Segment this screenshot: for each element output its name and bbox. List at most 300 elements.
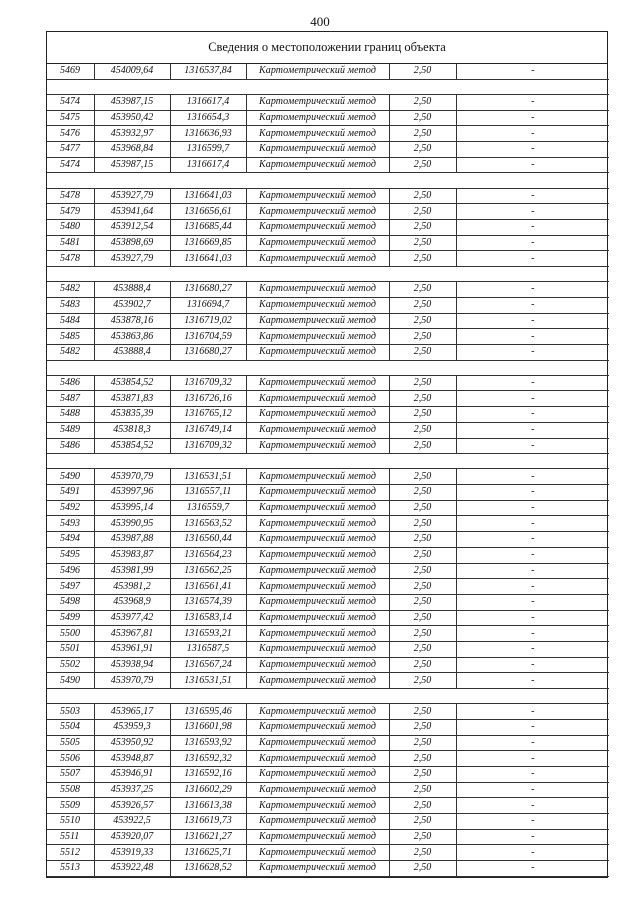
- table-row: [47, 673, 609, 689]
- accuracy-cell: 2,50: [389, 861, 456, 877]
- point-number-cell: 5469: [47, 64, 94, 79]
- method-cell: Картометрический метод: [246, 532, 389, 548]
- accuracy-cell: 2,50: [389, 94, 456, 110]
- table-row: [47, 798, 609, 814]
- group-separator-row: [47, 360, 609, 375]
- accuracy-cell: 2,50: [389, 829, 456, 845]
- y-coordinate-cell: 1316726,16: [170, 391, 246, 407]
- accuracy-cell: 2,50: [389, 282, 456, 298]
- accuracy-cell: 2,50: [389, 235, 456, 251]
- description-cell: -: [456, 344, 609, 360]
- x-coordinate-cell: 453950,92: [94, 735, 170, 751]
- x-coordinate-cell: 453888,4: [94, 282, 170, 298]
- accuracy-cell: 2,50: [389, 735, 456, 751]
- group-separator-row: [47, 689, 609, 704]
- method-cell: Картометрический метод: [246, 64, 389, 79]
- description-cell: -: [456, 500, 609, 516]
- description-cell: -: [456, 64, 609, 79]
- point-number-cell: 5486: [47, 438, 94, 454]
- point-number-cell: 5495: [47, 547, 94, 563]
- accuracy-cell: 2,50: [389, 719, 456, 735]
- table-row: [47, 547, 609, 563]
- accuracy-cell: 2,50: [389, 641, 456, 657]
- description-cell: -: [456, 126, 609, 142]
- description-cell: -: [456, 313, 609, 329]
- x-coordinate-cell: 453950,42: [94, 110, 170, 126]
- x-coordinate-cell: 453835,39: [94, 407, 170, 423]
- y-coordinate-cell: 1316617,4: [170, 157, 246, 173]
- description-cell: -: [456, 547, 609, 563]
- point-number-cell: 5485: [47, 329, 94, 345]
- accuracy-cell: 2,50: [389, 64, 456, 79]
- method-cell: Картометрический метод: [246, 641, 389, 657]
- y-coordinate-cell: 1316617,4: [170, 94, 246, 110]
- x-coordinate-cell: 454009,64: [94, 64, 170, 79]
- table-row: [47, 829, 609, 845]
- x-coordinate-cell: 453965,17: [94, 704, 170, 720]
- point-number-cell: 5474: [47, 94, 94, 110]
- x-coordinate-cell: 453926,57: [94, 798, 170, 814]
- x-coordinate-cell: 453990,95: [94, 516, 170, 532]
- accuracy-cell: 2,50: [389, 391, 456, 407]
- method-cell: Картометрический метод: [246, 469, 389, 485]
- method-cell: Картометрический метод: [246, 329, 389, 345]
- accuracy-cell: 2,50: [389, 141, 456, 157]
- accuracy-cell: 2,50: [389, 407, 456, 423]
- y-coordinate-cell: 1316619,73: [170, 814, 246, 830]
- table-row: [47, 610, 609, 626]
- method-cell: Картометрический метод: [246, 110, 389, 126]
- accuracy-cell: 2,50: [389, 469, 456, 485]
- table-row: [47, 344, 609, 360]
- x-coordinate-cell: 453941,64: [94, 204, 170, 220]
- table-row: [47, 204, 609, 220]
- x-coordinate-cell: 453871,83: [94, 391, 170, 407]
- y-coordinate-cell: 1316537,84: [170, 64, 246, 79]
- table-row: [47, 579, 609, 595]
- y-coordinate-cell: 1316562,25: [170, 563, 246, 579]
- y-coordinate-cell: 1316583,14: [170, 610, 246, 626]
- table-row: [47, 719, 609, 735]
- y-coordinate-cell: 1316709,32: [170, 438, 246, 454]
- description-cell: -: [456, 563, 609, 579]
- description-cell: -: [456, 235, 609, 251]
- description-cell: -: [456, 141, 609, 157]
- description-cell: -: [456, 657, 609, 673]
- point-number-cell: 5503: [47, 704, 94, 720]
- table-row: [47, 594, 609, 610]
- y-coordinate-cell: 1316592,16: [170, 766, 246, 782]
- x-coordinate-cell: 453968,9: [94, 594, 170, 610]
- table-row: [47, 94, 609, 110]
- point-number-cell: 5481: [47, 235, 94, 251]
- description-cell: -: [456, 188, 609, 204]
- x-coordinate-cell: 453922,48: [94, 861, 170, 877]
- table-row: [47, 251, 609, 267]
- y-coordinate-cell: 1316574,39: [170, 594, 246, 610]
- y-coordinate-cell: 1316680,27: [170, 282, 246, 298]
- accuracy-cell: 2,50: [389, 329, 456, 345]
- group-separator-row: [47, 173, 609, 188]
- x-coordinate-cell: 453970,79: [94, 673, 170, 689]
- table-row: [47, 766, 609, 782]
- y-coordinate-cell: 1316685,44: [170, 219, 246, 235]
- method-cell: Картометрический метод: [246, 344, 389, 360]
- description-cell: -: [456, 438, 609, 454]
- description-cell: -: [456, 516, 609, 532]
- group-separator-cell: [47, 454, 609, 469]
- method-cell: Картометрический метод: [246, 500, 389, 516]
- x-coordinate-cell: 453854,52: [94, 375, 170, 391]
- point-number-cell: 5492: [47, 500, 94, 516]
- accuracy-cell: 2,50: [389, 157, 456, 173]
- x-coordinate-cell: 453922,5: [94, 814, 170, 830]
- x-coordinate-cell: 453997,96: [94, 485, 170, 501]
- y-coordinate-cell: 1316621,27: [170, 829, 246, 845]
- point-number-cell: 5498: [47, 594, 94, 610]
- accuracy-cell: 2,50: [389, 673, 456, 689]
- point-number-cell: 5496: [47, 563, 94, 579]
- description-cell: -: [456, 297, 609, 313]
- point-number-cell: 5502: [47, 657, 94, 673]
- description-cell: -: [456, 94, 609, 110]
- point-number-cell: 5507: [47, 766, 94, 782]
- accuracy-cell: 2,50: [389, 782, 456, 798]
- table-row: [47, 563, 609, 579]
- table-row: [47, 329, 609, 345]
- accuracy-cell: 2,50: [389, 485, 456, 501]
- description-cell: -: [456, 814, 609, 830]
- method-cell: Картометрический метод: [246, 798, 389, 814]
- x-coordinate-cell: 453888,4: [94, 344, 170, 360]
- method-cell: Картометрический метод: [246, 126, 389, 142]
- y-coordinate-cell: 1316563,52: [170, 516, 246, 532]
- table-row: [47, 64, 609, 79]
- y-coordinate-cell: 1316567,24: [170, 657, 246, 673]
- point-number-cell: 5486: [47, 375, 94, 391]
- table-row: [47, 641, 609, 657]
- description-cell: -: [456, 375, 609, 391]
- y-coordinate-cell: 1316669,85: [170, 235, 246, 251]
- y-coordinate-cell: 1316531,51: [170, 469, 246, 485]
- point-number-cell: 5490: [47, 673, 94, 689]
- point-number-cell: 5494: [47, 532, 94, 548]
- y-coordinate-cell: 1316749,14: [170, 422, 246, 438]
- x-coordinate-cell: 453863,86: [94, 329, 170, 345]
- point-number-cell: 5477: [47, 141, 94, 157]
- y-coordinate-cell: 1316593,21: [170, 626, 246, 642]
- description-cell: -: [456, 110, 609, 126]
- point-number-cell: 5505: [47, 735, 94, 751]
- point-number-cell: 5482: [47, 282, 94, 298]
- point-number-cell: 5493: [47, 516, 94, 532]
- table-row: [47, 141, 609, 157]
- x-coordinate-cell: 453878,16: [94, 313, 170, 329]
- boundary-info-sheet: [46, 31, 608, 878]
- method-cell: Картометрический метод: [246, 188, 389, 204]
- method-cell: Картометрический метод: [246, 704, 389, 720]
- method-cell: Картометрический метод: [246, 673, 389, 689]
- accuracy-cell: 2,50: [389, 547, 456, 563]
- method-cell: Картометрический метод: [246, 594, 389, 610]
- coordinates-table: [47, 64, 609, 877]
- method-cell: Картометрический метод: [246, 297, 389, 313]
- y-coordinate-cell: 1316587,5: [170, 641, 246, 657]
- method-cell: Картометрический метод: [246, 861, 389, 877]
- description-cell: -: [456, 407, 609, 423]
- description-cell: -: [456, 422, 609, 438]
- accuracy-cell: 2,50: [389, 594, 456, 610]
- x-coordinate-cell: 453937,25: [94, 782, 170, 798]
- coordinates-table-body: [47, 64, 609, 876]
- accuracy-cell: 2,50: [389, 704, 456, 720]
- y-coordinate-cell: 1316641,03: [170, 251, 246, 267]
- table-row: [47, 282, 609, 298]
- method-cell: Картометрический метод: [246, 579, 389, 595]
- point-number-cell: 5490: [47, 469, 94, 485]
- x-coordinate-cell: 453981,2: [94, 579, 170, 595]
- x-coordinate-cell: 453927,79: [94, 251, 170, 267]
- table-row: [47, 188, 609, 204]
- y-coordinate-cell: 1316656,61: [170, 204, 246, 220]
- accuracy-cell: 2,50: [389, 563, 456, 579]
- method-cell: Картометрический метод: [246, 735, 389, 751]
- y-coordinate-cell: 1316559,7: [170, 500, 246, 516]
- x-coordinate-cell: 453981,99: [94, 563, 170, 579]
- table-row: [47, 657, 609, 673]
- y-coordinate-cell: 1316531,51: [170, 673, 246, 689]
- description-cell: -: [456, 751, 609, 767]
- point-number-cell: 5476: [47, 126, 94, 142]
- x-coordinate-cell: 453961,91: [94, 641, 170, 657]
- method-cell: Картометрический метод: [246, 782, 389, 798]
- x-coordinate-cell: 453995,14: [94, 500, 170, 516]
- x-coordinate-cell: 453854,52: [94, 438, 170, 454]
- point-number-cell: 5478: [47, 188, 94, 204]
- table-row: [47, 157, 609, 173]
- method-cell: Картометрический метод: [246, 845, 389, 861]
- accuracy-cell: 2,50: [389, 516, 456, 532]
- description-cell: -: [456, 251, 609, 267]
- description-cell: -: [456, 391, 609, 407]
- point-number-cell: 5512: [47, 845, 94, 861]
- x-coordinate-cell: 453898,69: [94, 235, 170, 251]
- y-coordinate-cell: 1316593,92: [170, 735, 246, 751]
- point-number-cell: 5497: [47, 579, 94, 595]
- description-cell: -: [456, 719, 609, 735]
- description-cell: -: [456, 157, 609, 173]
- table-row: [47, 735, 609, 751]
- table-row: [47, 235, 609, 251]
- group-separator-cell: [47, 79, 609, 94]
- point-number-cell: 5491: [47, 485, 94, 501]
- method-cell: Картометрический метод: [246, 814, 389, 830]
- method-cell: Картометрический метод: [246, 610, 389, 626]
- x-coordinate-cell: 453959,3: [94, 719, 170, 735]
- accuracy-cell: 2,50: [389, 344, 456, 360]
- accuracy-cell: 2,50: [389, 579, 456, 595]
- method-cell: Картометрический метод: [246, 407, 389, 423]
- point-number-cell: 5508: [47, 782, 94, 798]
- y-coordinate-cell: 1316564,23: [170, 547, 246, 563]
- method-cell: Картометрический метод: [246, 251, 389, 267]
- point-number-cell: 5478: [47, 251, 94, 267]
- accuracy-cell: 2,50: [389, 297, 456, 313]
- description-cell: -: [456, 485, 609, 501]
- group-separator-row: [47, 266, 609, 281]
- y-coordinate-cell: 1316628,52: [170, 861, 246, 877]
- method-cell: Картометрический метод: [246, 141, 389, 157]
- table-row: [47, 532, 609, 548]
- description-cell: -: [456, 673, 609, 689]
- x-coordinate-cell: 453983,87: [94, 547, 170, 563]
- point-number-cell: 5499: [47, 610, 94, 626]
- point-number-cell: 5489: [47, 422, 94, 438]
- point-number-cell: 5487: [47, 391, 94, 407]
- method-cell: Картометрический метод: [246, 719, 389, 735]
- description-cell: -: [456, 845, 609, 861]
- y-coordinate-cell: 1316709,32: [170, 375, 246, 391]
- y-coordinate-cell: 1316601,98: [170, 719, 246, 735]
- method-cell: Картометрический метод: [246, 438, 389, 454]
- method-cell: Картометрический метод: [246, 235, 389, 251]
- table-row: [47, 814, 609, 830]
- y-coordinate-cell: 1316560,44: [170, 532, 246, 548]
- description-cell: -: [456, 219, 609, 235]
- point-number-cell: 5500: [47, 626, 94, 642]
- description-cell: -: [456, 766, 609, 782]
- point-number-cell: 5504: [47, 719, 94, 735]
- group-separator-row: [47, 79, 609, 94]
- method-cell: Картометрический метод: [246, 94, 389, 110]
- accuracy-cell: 2,50: [389, 500, 456, 516]
- method-cell: Картометрический метод: [246, 547, 389, 563]
- table-row: [47, 219, 609, 235]
- x-coordinate-cell: 453927,79: [94, 188, 170, 204]
- y-coordinate-cell: 1316680,27: [170, 344, 246, 360]
- method-cell: Картометрический метод: [246, 422, 389, 438]
- point-number-cell: 5482: [47, 344, 94, 360]
- accuracy-cell: 2,50: [389, 657, 456, 673]
- description-cell: -: [456, 282, 609, 298]
- point-number-cell: 5510: [47, 814, 94, 830]
- y-coordinate-cell: 1316694,7: [170, 297, 246, 313]
- group-separator-cell: [47, 689, 609, 704]
- accuracy-cell: 2,50: [389, 438, 456, 454]
- accuracy-cell: 2,50: [389, 422, 456, 438]
- group-separator-cell: [47, 360, 609, 375]
- method-cell: Картометрический метод: [246, 313, 389, 329]
- table-row: [47, 861, 609, 877]
- group-separator-cell: [47, 266, 609, 281]
- method-cell: Картометрический метод: [246, 375, 389, 391]
- x-coordinate-cell: 453948,87: [94, 751, 170, 767]
- table-row: [47, 407, 609, 423]
- table-row: [47, 438, 609, 454]
- method-cell: Картометрический метод: [246, 219, 389, 235]
- table-row: [47, 500, 609, 516]
- description-cell: -: [456, 798, 609, 814]
- y-coordinate-cell: 1316636,93: [170, 126, 246, 142]
- description-cell: -: [456, 579, 609, 595]
- point-number-cell: 5480: [47, 219, 94, 235]
- table-row: [47, 782, 609, 798]
- accuracy-cell: 2,50: [389, 313, 456, 329]
- method-cell: Картометрический метод: [246, 391, 389, 407]
- x-coordinate-cell: 453902,7: [94, 297, 170, 313]
- method-cell: Картометрический метод: [246, 766, 389, 782]
- description-cell: -: [456, 782, 609, 798]
- table-row: [47, 845, 609, 861]
- point-number-cell: 5511: [47, 829, 94, 845]
- x-coordinate-cell: 453818,3: [94, 422, 170, 438]
- method-cell: Картометрический метод: [246, 204, 389, 220]
- group-separator-row: [47, 454, 609, 469]
- table-row: [47, 297, 609, 313]
- description-cell: -: [456, 626, 609, 642]
- table-row: [47, 110, 609, 126]
- x-coordinate-cell: 453920,07: [94, 829, 170, 845]
- accuracy-cell: 2,50: [389, 251, 456, 267]
- x-coordinate-cell: 453987,88: [94, 532, 170, 548]
- table-row: [47, 469, 609, 485]
- method-cell: Картометрический метод: [246, 751, 389, 767]
- table-row: [47, 485, 609, 501]
- method-cell: Картометрический метод: [246, 282, 389, 298]
- y-coordinate-cell: 1316654,3: [170, 110, 246, 126]
- point-number-cell: 5488: [47, 407, 94, 423]
- description-cell: -: [456, 610, 609, 626]
- method-cell: Картометрический метод: [246, 563, 389, 579]
- y-coordinate-cell: 1316765,12: [170, 407, 246, 423]
- y-coordinate-cell: 1316704,59: [170, 329, 246, 345]
- table-row: [47, 391, 609, 407]
- accuracy-cell: 2,50: [389, 126, 456, 142]
- accuracy-cell: 2,50: [389, 814, 456, 830]
- description-cell: -: [456, 594, 609, 610]
- group-separator-cell: [47, 173, 609, 188]
- table-row: [47, 422, 609, 438]
- description-cell: -: [456, 861, 609, 877]
- x-coordinate-cell: 453938,94: [94, 657, 170, 673]
- table-row: [47, 313, 609, 329]
- description-cell: -: [456, 532, 609, 548]
- x-coordinate-cell: 453970,79: [94, 469, 170, 485]
- accuracy-cell: 2,50: [389, 375, 456, 391]
- description-cell: -: [456, 735, 609, 751]
- method-cell: Картометрический метод: [246, 657, 389, 673]
- accuracy-cell: 2,50: [389, 188, 456, 204]
- x-coordinate-cell: 453912,54: [94, 219, 170, 235]
- table-row: [47, 516, 609, 532]
- accuracy-cell: 2,50: [389, 798, 456, 814]
- description-cell: -: [456, 829, 609, 845]
- point-number-cell: 5483: [47, 297, 94, 313]
- y-coordinate-cell: 1316602,29: [170, 782, 246, 798]
- x-coordinate-cell: 453987,15: [94, 94, 170, 110]
- x-coordinate-cell: 453968,84: [94, 141, 170, 157]
- description-cell: -: [456, 329, 609, 345]
- method-cell: Картометрический метод: [246, 485, 389, 501]
- accuracy-cell: 2,50: [389, 845, 456, 861]
- accuracy-cell: 2,50: [389, 110, 456, 126]
- table-row: [47, 626, 609, 642]
- point-number-cell: 5484: [47, 313, 94, 329]
- table-row: [47, 704, 609, 720]
- x-coordinate-cell: 453967,81: [94, 626, 170, 642]
- x-coordinate-cell: 453987,15: [94, 157, 170, 173]
- y-coordinate-cell: 1316557,11: [170, 485, 246, 501]
